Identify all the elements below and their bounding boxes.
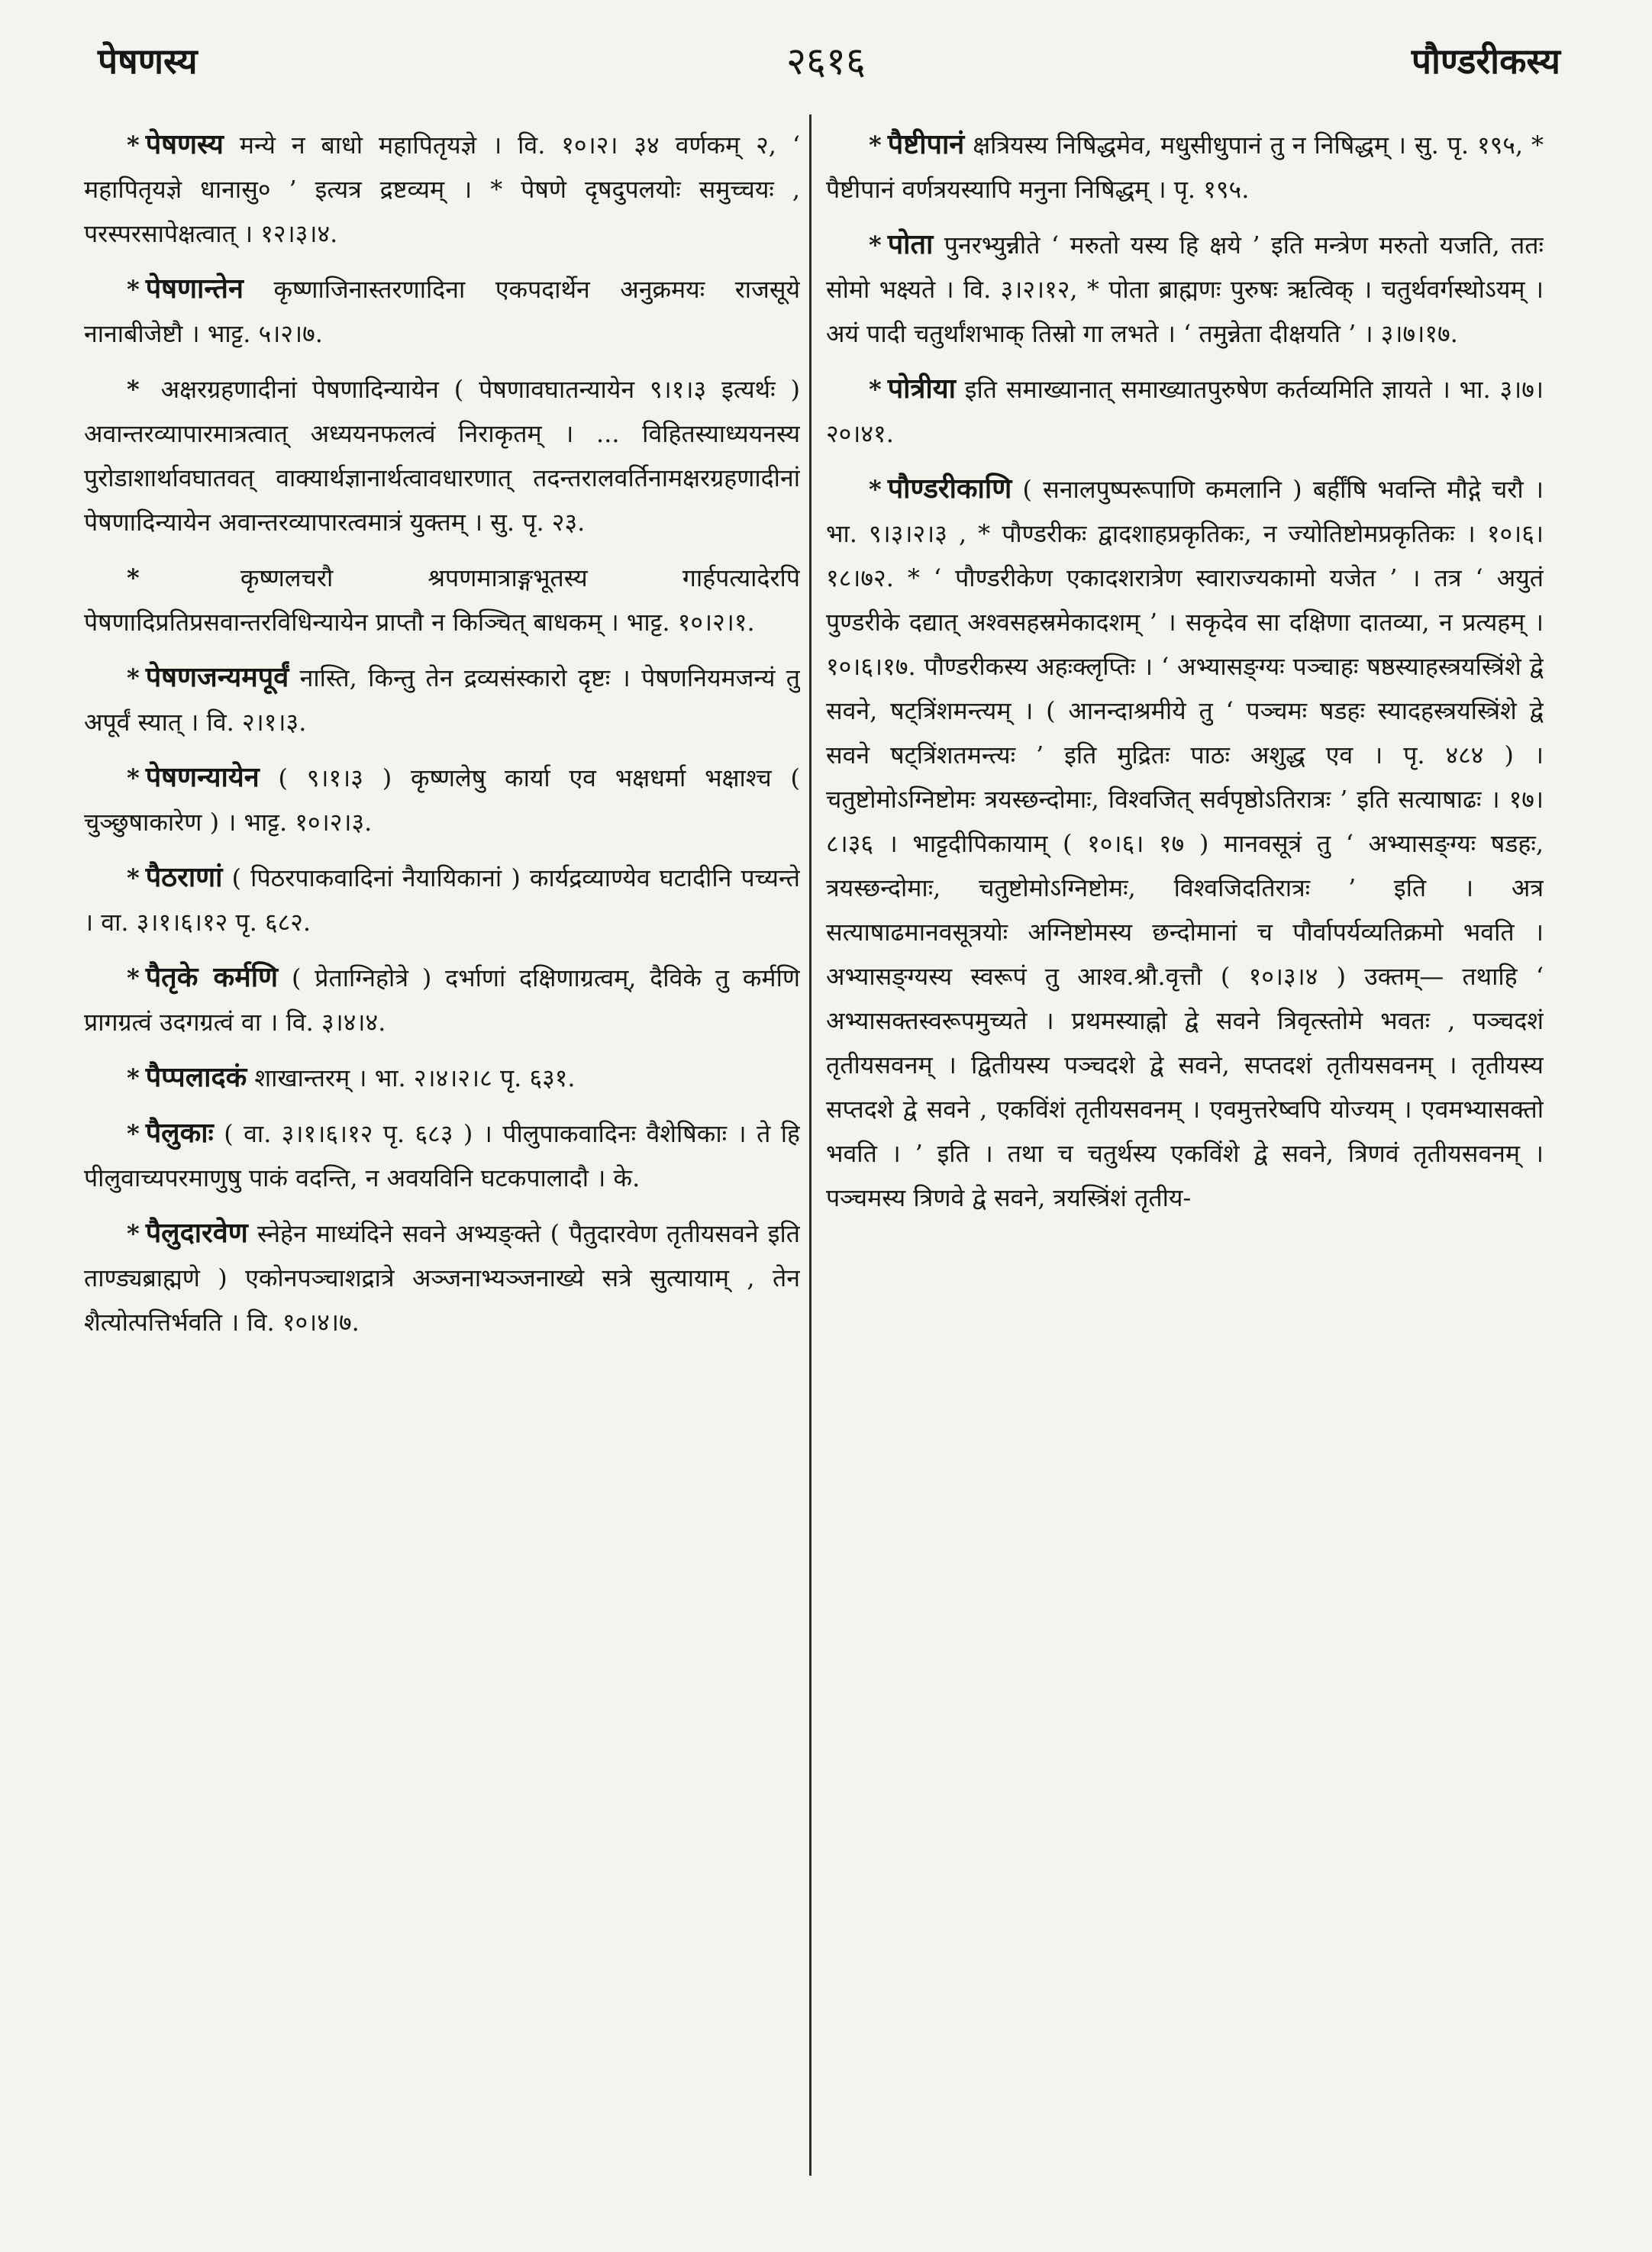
- entry-text: ( सनालपुष्परूपाणि कमलानि ) बर्हींषि भवन्ति मौद्गे चरौ । भा. ९।३।२।३ , * पौण्डरीकः द्वादशाहप्रकृतिकः, न ज्योतिष्टोमप्रकृतिकः । १०।६।१८।७२. * ‘ पौण्डरीकेण एकादशरात्रेण स्वाराज्यकामो यजेत ’ । तत्र ‘ अयुतं पुण्डरीके दद्यात् अश्वसहस्रमेकादशम् ’ । सकृदेव सा दक्षिणा दातव्या, न प्रत्यहम् । १०।६।१७. पौण्डरीकस्य अहःक्लृप्तिः । ‘ अभ्यासङ्ग्यः पञ्चाहः षष्ठस्याहस्त्रयस्त्रिंशे द्वे सवने, षट्त्रिंशमन्त्यम् । ( आनन्दाश्रमीये तु ‘ पञ्चमः षडहः स्यादहस्त्रयस्त्रिंशे द्वे सवने षट्त्रिंशतमन्त्यः ’ इति मुद्रितः पाठः अशुद्ध एव । पृ. ४८४ ) । चतुष्टोमोऽग्निष्टोमः त्रयस्छन्दोमाः, विश्वजित् सर्वपृष्ठोऽतिरात्रः ’ इति सत्याषाढः । १७।८।३६ । भाट्टदीपिकायाम् ( १०।६। १७ ) मानवसूत्रं तु ‘ अभ्यासङ्ग्यः षडहः, त्रयस्छन्दोमाः, चतुष्टोमोऽग्निष्टोमः, विश्वजिदतिरात्रः ’ इति । अत्र सत्याषाढमानवसूत्रयोः अग्निष्टोमस्य छन्दोमानां च पौर्वापर्यव्यतिक्रमो भवति । अभ्यासङ्ग्यस्य स्वरूपं तु आश्व.श्रौ.वृत्तौ ( १०।३।४ ) उक्तम्— तथाहि ‘ अभ्यासक्तस्वरूपमुच्यते । प्रथमस्याह्नो द्वे सवने त्रिवृत्स्तोमे भवतः , पञ्चदशं तृतीयसवनम् । द्वितीयस्य पञ्चदशे द्वे सवने, सप्तदशं तृतीयसवनम् । तृतीयस्य सप्तदशे द्वे सवने , एकविंशं तृतीयसवनम् । एवमुत्तरेष्वपि योज्यम् । एवमभ्यासक्तो भवति । ’ इति । तथा च चतुर्थस्य एकविंशे द्वे सवने, त्रिणवं तृतीयसवनम् । पञ्चमस्य त्रिणवे द्वे सवने, त्रयस्त्रिंशं तृतीय-: [826, 475, 1544, 1212]
- entry-text: स्नेहेन माध्यंदिने सवने अभ्यङ्क्ते ( पैतुदारवेण तृतीयसवने इति ताण्ड्यब्राह्मणे ) एकोनपञ्चाशद्रात्रे अञ्जनाभ्यञ्जनाख्ये सत्रे सुत्यायाम् , तेन शैत्योत्पत्तिर्भवति । वि. १०।४।७.: [84, 1219, 800, 1337]
- entry: [84, 122, 800, 256]
- entry: [84, 1211, 800, 1344]
- entry: [84, 266, 800, 356]
- entry: [84, 755, 800, 844]
- entry-marker: *: [127, 863, 140, 892]
- entry-marker: *: [869, 231, 882, 260]
- entry: [84, 1111, 800, 1200]
- entry: [84, 955, 800, 1044]
- entry-text: क्षत्रियस्य निषिद्धमेव, मधुसीधुपानं तु न निषिद्धम् । सु. पृ. १९५, * पैष्टीपानं वर्णत्रयस्यापि मनुना निषिद्धम् । पृ. १९५.: [826, 131, 1544, 204]
- entry-marker: *: [127, 1219, 140, 1248]
- entry-text: शाखान्तरम् । भा. २।४।२।८ पृ. ६३१.: [254, 1063, 576, 1092]
- entry-text: कृष्णाजिनास्तरणादिना एकपदार्थेन अनुक्रमयः राजसूये नानाबीजेष्टौ । भाट्ट. ५।२।७.: [84, 275, 800, 348]
- right-running-head: पौण्डरीकस्य: [1411, 40, 1560, 82]
- entry-headword: पोता: [887, 228, 934, 260]
- entry-headword: पेषणन्यायेन: [145, 761, 260, 793]
- entry: [826, 466, 1544, 1220]
- entry-marker: *: [127, 375, 140, 404]
- entry-headword: पौण्डरीकाणि: [887, 473, 1012, 505]
- entry-marker: *: [127, 663, 140, 692]
- entry-marker: *: [127, 1119, 140, 1148]
- entry-headword: पैठराणां: [145, 861, 223, 893]
- entry-headword: पैष्टीपानं: [887, 128, 965, 160]
- entry-text: नास्ति, किन्तु तेन द्रव्यसंस्कारो दृष्टः । पेषणनियमजन्यं तु अपूर्वं स्यात् । वि. २।१।३.: [84, 663, 800, 737]
- entry: [84, 555, 800, 644]
- entry-headword: पैलुदारवेण: [145, 1217, 248, 1249]
- entry: [84, 855, 800, 944]
- entry-marker: *: [127, 763, 140, 792]
- entry-headword: पैतृके कर्मणि: [145, 961, 279, 993]
- entry-headword: पैप्पलादकं: [145, 1061, 247, 1093]
- entry-text: अक्षरग्रहणादीनां पेषणादिन्यायेन ( पेषणावघातन्यायेन ९।१।३ इत्यर्थः ) अवान्तरव्यापारमात्रत्वात् अध्ययनफलत्वं निराकृतम् । ... विहितस्याध्ययनस्य पुरोडाशार्थावघातवत् वाक्यार्थज्ञानार्थत्वावधारणात् तदन्तरालवर्तिनामक्षरग्रहणादीनां पेषणादिन्यायेन अवान्तरव्यापारत्वमात्रं युक्तम् । सु. पृ. २३.: [84, 375, 800, 537]
- entry-marker: *: [127, 275, 140, 304]
- entry-text: इति समाख्यानात् समाख्यातपुरुषेण कर्तव्यमिति ज्ञायते । भा. ३।७।२०।४१.: [826, 375, 1544, 448]
- left-running-head: पेषणस्य: [98, 40, 198, 82]
- entry: [826, 222, 1544, 356]
- entry-marker: *: [127, 563, 140, 592]
- entry-headword: पेषणस्य: [145, 128, 224, 160]
- entry: [84, 1055, 800, 1100]
- entry-marker: *: [869, 131, 882, 160]
- entry-text: ( प्रेताग्निहोत्रे ) दर्भाणां दक्षिणाग्रत्वम्, दैविके तु कर्मणि प्रागग्रत्वं उदगग्रत्वं वा । वि. ३।४।४.: [84, 963, 800, 1037]
- entry-headword: पोत्रीया: [887, 373, 956, 405]
- entry-text: ( पिठरपाकवादिनां नैयायिकानां ) कार्यद्रव्याण्येव घटादीनि पच्यन्ते । वा. ३।१।६।१२ पृ. ६८२.: [84, 863, 800, 937]
- entry-marker: *: [127, 1063, 140, 1092]
- column-divider: [809, 115, 811, 2176]
- entry-headword: पेषणजन्यमपूर्वं: [145, 661, 289, 693]
- entry-text: ( वा. ३।१।६।१२ पृ. ६८३ ) । पीलुपाकवादिनः वैशेषिकाः । ते हि पीलुवाच्यपरमाणुषु पाकं वदन्ति, न अवयविनि घटकपालादौ । के.: [84, 1119, 800, 1192]
- entry: [826, 122, 1544, 211]
- entry-marker: *: [869, 475, 882, 504]
- entry-marker: *: [869, 375, 882, 404]
- entry: [826, 366, 1544, 456]
- entry-text: मन्ये न बाधो महापितृयज्ञे । वि. १०।२। ३४ वर्णकम् २, ‘ महापितृयज्ञे धानासु० ’ इत्यत्र द्रष्टव्यम् । * पेषणे दृषदुपलयोः समुच्चयः , परस्परसापेक्षत्वात् । १२।३।४.: [84, 131, 800, 248]
- entry-text: कृष्णलचरौ श्रपणमात्राङ्गभूतस्य गार्हपत्यादेरपि पेषणादिप्रतिप्रसवान्तरविधिन्यायेन प्राप्तौ न किञ्चित् बाधकम् । भाट्ट. १०।२।१.: [84, 563, 800, 637]
- entry: [84, 366, 800, 544]
- entry-marker: *: [127, 131, 140, 160]
- page-number: २६१६: [786, 39, 866, 83]
- entry-text: ( ९।१।३ ) कृष्णलेषु कार्या एव भक्षधर्मा भक्षाश्च ( चुञ्छुषाकारेण ) । भाट्ट. १०।२।३.: [84, 763, 800, 837]
- entry-headword: पेषणान्तेन: [145, 273, 244, 305]
- left-column: [84, 122, 800, 2168]
- entry-marker: *: [127, 963, 140, 992]
- right-column: [826, 122, 1544, 2168]
- entry-text: पुनरभ्युन्नीते ‘ मरुतो यस्य हि क्षये ’ इति मन्त्रेण मरुतो यजति, ततः सोमो भक्ष्यते । वि. ३।२।१२, * पोता ब्राह्मणः पुरुषः ऋत्विक् । चतुर्थवर्गस्थोऽयम् । अयं पादी चतुर्थांशभाक् तिस्रो गा लभते । ‘ तमुन्नेता दीक्षयति ’ । ३।७।१७.: [826, 231, 1544, 348]
- entry: [84, 655, 800, 744]
- entry-headword: पैलुकाः: [145, 1117, 214, 1149]
